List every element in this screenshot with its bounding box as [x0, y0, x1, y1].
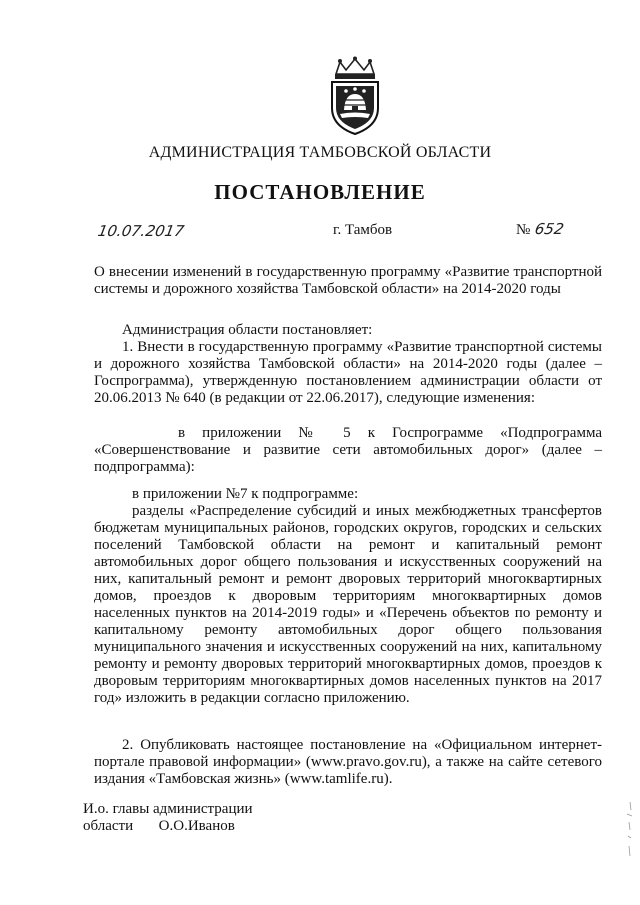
paragraph-1-appendix: в приложении № 5 к Госпрограмме «Подпрограмма «Совершенствование и развитие сети автомобильных дорог» (далее – подпрограмма): — [94, 425, 602, 475]
paragraph-2: 2. Опубликовать настоящее постановление на «Официальном интернет-портале правовой информации» (www.pravo.gov.ru), а также на сайте сетевого издания «Тамбовская жизнь» (www.tamlife.ru). — [94, 737, 602, 787]
handwritten-number: 652 — [533, 220, 566, 238]
number-label: № — [516, 222, 531, 238]
signer-name: О.О.Иванов — [158, 818, 235, 834]
signature-block — [83, 801, 253, 835]
scan-artifact — [624, 800, 634, 860]
handwritten-date: 10.07.2017 — [96, 222, 186, 240]
document-subject: О внесении изменений в государственную программу «Развитие транспортной системы и дорожного хозяйства Тамбовской области» на 2014-2020 годы — [94, 264, 602, 297]
signer-title-line1: И.о. главы администрации — [83, 801, 253, 817]
organization-title: АДМИНИСТРАЦИЯ ТАМБОВСКОЙ ОБЛАСТИ — [148, 144, 492, 161]
paragraph-1-subappendix: в приложении №7 к подпрограмме: — [132, 486, 359, 502]
city: г. Тамбов — [333, 222, 393, 238]
tambov-coat-of-arms-icon — [322, 56, 388, 136]
paragraph-1-sections: разделы «Распределение субсидий и иных межбюджетных трансфертов бюджетам муниципальных районов, городских округов, городских и сельских поселений Тамбовской области на ремонт и капитальный ремонт автомобильных дорог общего пользования и искусственных сооружений на них, капитальный ремонт и ремонт дворовых территорий многоквартирных домов, проездов к дворовым территориям многоквартирных домов населенных пунктов на 2014-2019 годы» и «Перечень объектов по ремонту и капитальному ремонту автомобильных дорог общего пользования муниципального значения и искусственных сооружений на них, капитальному ремонту и ремонту дворовых территорий многоквартирных домов, проездов к дворовым территориям многоквартирных домов населенных пунктов на 2017 год» изложить в редакции согласно приложению. — [94, 503, 602, 706]
document-type-title: ПОСТАНОВЛЕНИЕ — [214, 180, 426, 204]
signer-title-line2: области — [83, 818, 134, 834]
intro-paragraph: Администрация области постановляет: — [122, 322, 373, 338]
paragraph-1: 1. Внести в государственную программу «Развитие транспортной системы и дорожного хозяйства Тамбовской области» на 2014-2020 годы (далее – Госпрограмма), утвержденную постановлением администрации области от 20.06.2013 № 640 (в редакции от 22.06.2017), следующие изменения: — [94, 339, 602, 406]
